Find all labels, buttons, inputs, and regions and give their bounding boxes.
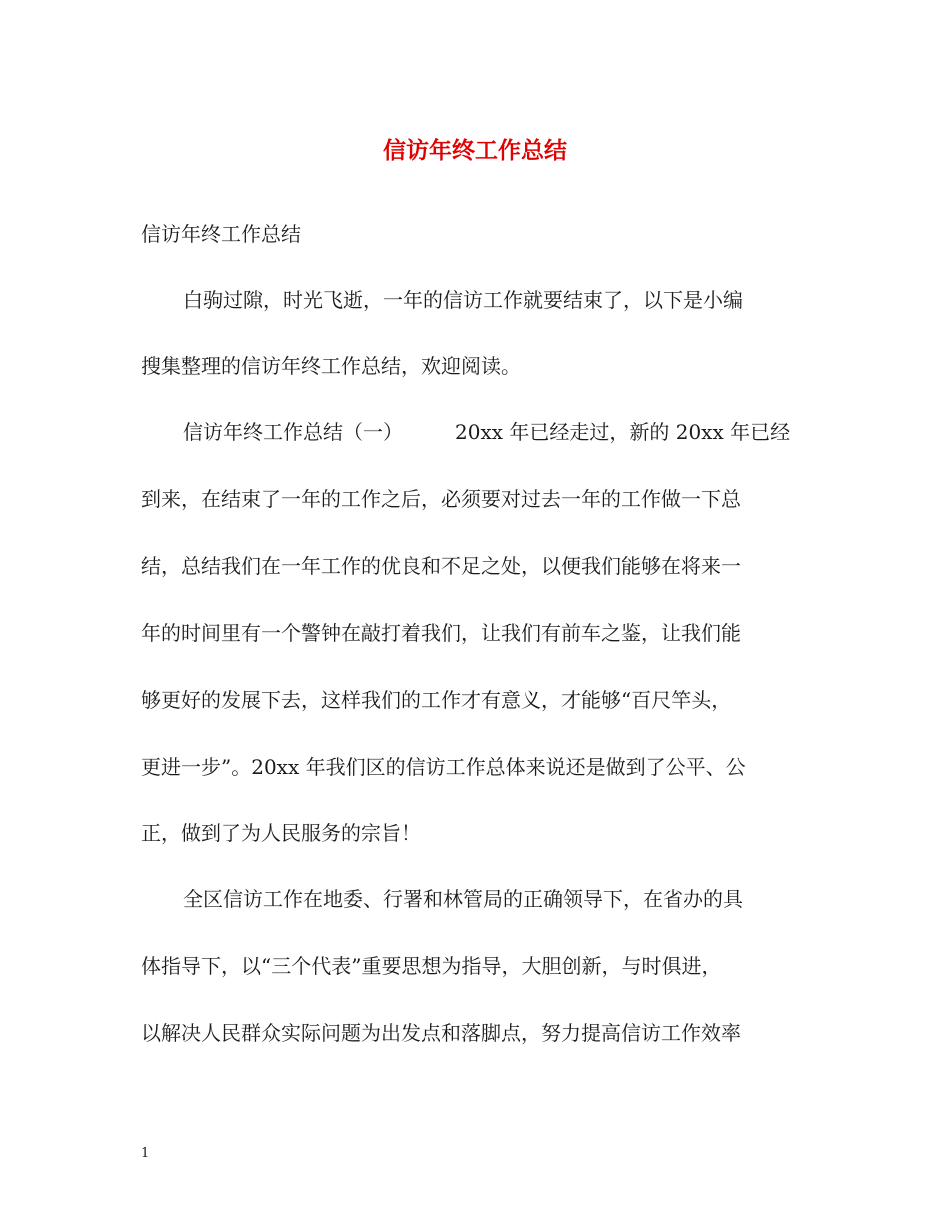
section-heading: 信访年终工作总结（一）: [183, 420, 403, 444]
document-subtitle: 信访年终工作总结: [141, 222, 301, 246]
body-line: 以解决人民群众实际问题为出发点和落脚点，努力提高信访工作效率: [141, 1021, 741, 1045]
page-number: 1: [141, 1146, 150, 1161]
body-line: 正，做到了为人民服务的宗旨！: [141, 821, 421, 845]
body-line-segment: 20xx 年已经走过，新的 20xx 年已经: [455, 420, 791, 444]
body-line: 体指导下，以“三个代表”重要思想为指导，大胆创新，与时俱进，: [141, 954, 722, 978]
body-line: 结，总结我们在一年工作的优良和不足之处，以便我们能够在将来一: [141, 554, 741, 578]
body-line: 搜集整理的信访年终工作总结，欢迎阅读。: [141, 354, 521, 378]
body-line: 更进一步”。20xx 年我们区的信访工作总体来说还是做到了公平、公: [141, 755, 746, 779]
section-heading-line: [183, 417, 790, 447]
document-title: 信访年终工作总结: [383, 137, 567, 164]
body-line: 到来，在结束了一年的工作之后，必须要对过去一年的工作做一下总: [141, 487, 741, 511]
body-line: 够更好的发展下去，这样我们的工作才有意义，才能够“百尺竿头，: [141, 688, 732, 712]
body-line: 年的时间里有一个警钟在敲打着我们，让我们有前车之鉴，让我们能: [141, 621, 741, 645]
body-line: 全区信访工作在地委、行署和林管局的正确领导下，在省办的具: [183, 887, 743, 911]
body-line: 白驹过隙，时光飞逝，一年的信访工作就要结束了，以下是小编: [183, 288, 743, 312]
